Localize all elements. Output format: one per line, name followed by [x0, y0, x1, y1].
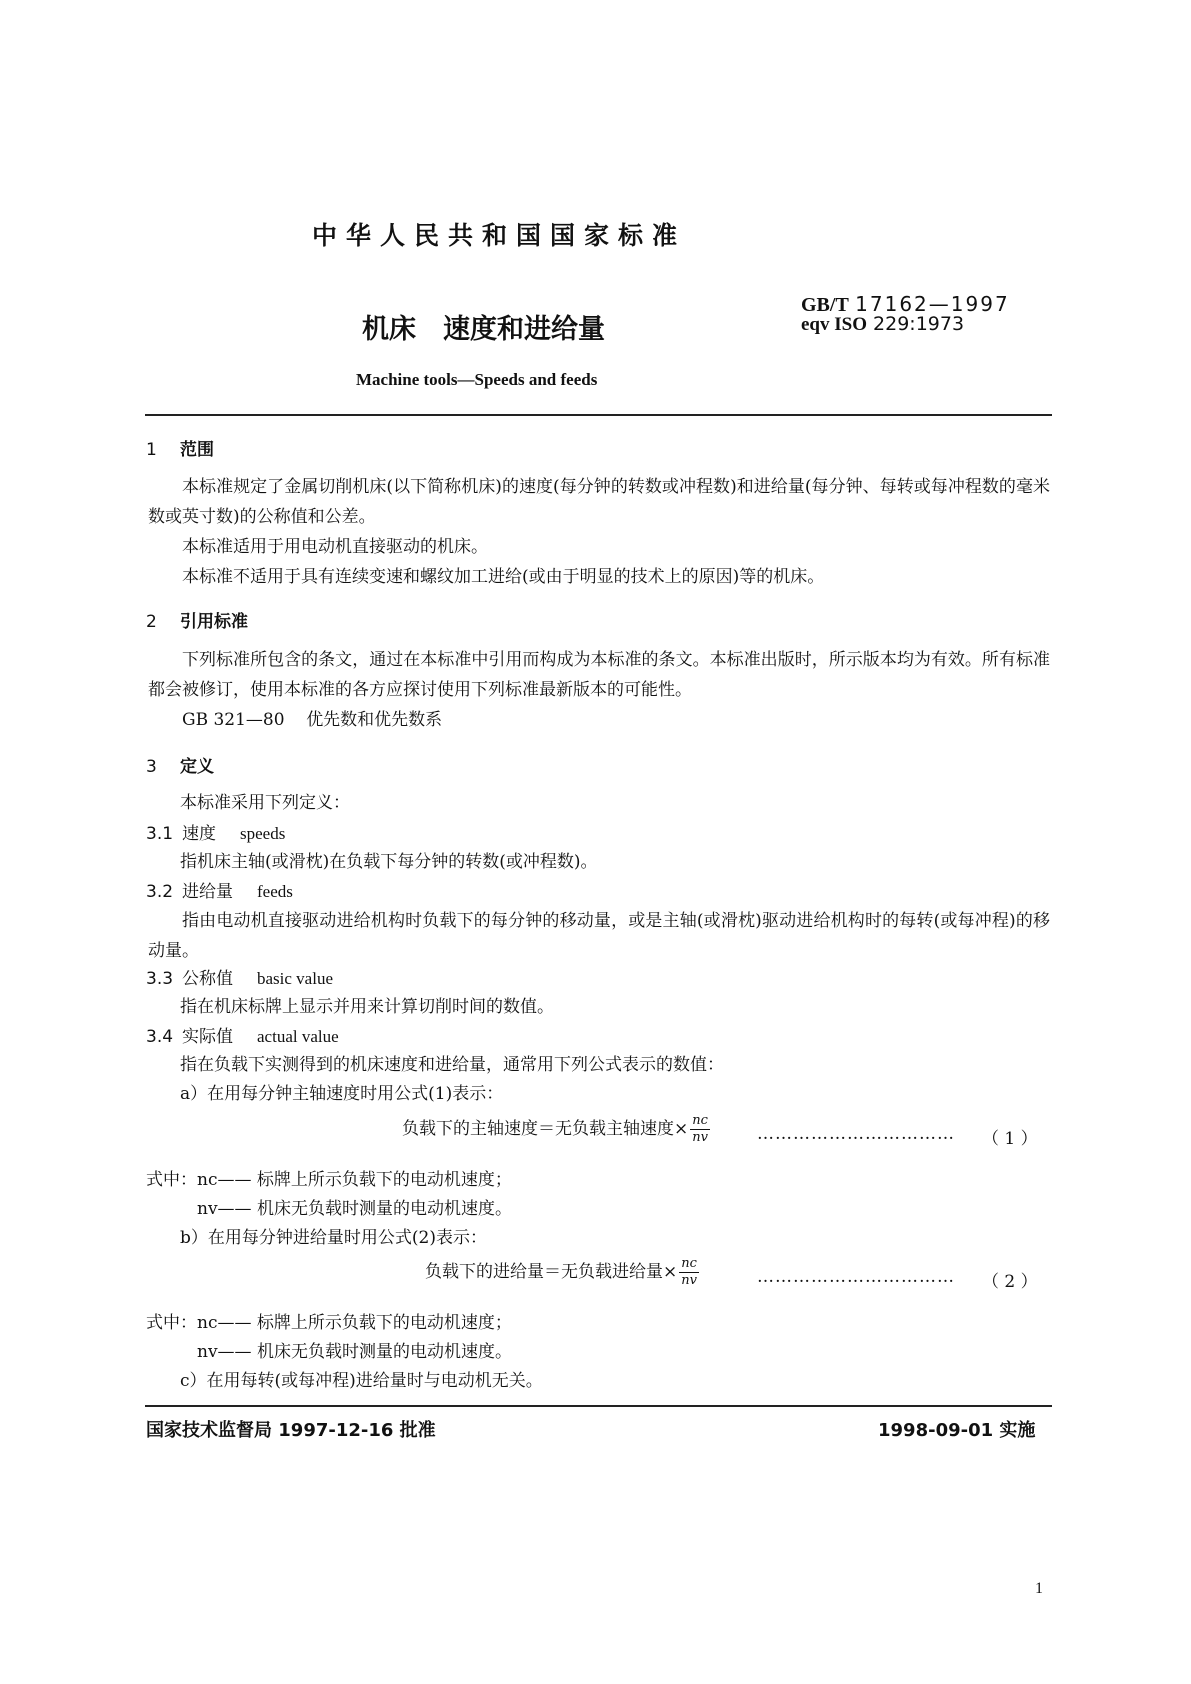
standard-code-number: 17162—1997 [855, 292, 1010, 316]
paragraph: 本标准不适用于具有连续变速和螺纹加工进给(或由于明显的技术上的原因)等的机床。 [182, 567, 825, 587]
definition-number: 3.3 [146, 969, 174, 989]
definition-term-zh: 速度 [182, 824, 216, 844]
definition-term-zh: 公称值 [182, 969, 233, 989]
formula-leader-dots: …………………………… [757, 1124, 955, 1144]
standard-code-prefix: GB/T [801, 294, 849, 316]
section-number: 2 [146, 612, 157, 632]
formula-expression: 负载下的主轴速度＝无负载主轴速度× [402, 1119, 689, 1139]
reference-title: 优先数和优先数系 [306, 710, 443, 730]
definition-term-en: basic value [257, 969, 333, 988]
document-title-zh: 机床 速度和进给量 [362, 314, 605, 345]
definition-number: 3.4 [146, 1027, 174, 1047]
definition-3-2-text: 指由电动机直接驱动进给机构时负载下的每分钟的移动量，或是主轴(或滑枕)驱动进给机构时的每转(或每冲程)的移动量。 [148, 911, 1050, 961]
definition-3-3 [146, 964, 333, 994]
section-number: 3 [146, 757, 157, 777]
fraction-numerator: nc [692, 1113, 708, 1128]
reference-code: GB 321—80 [182, 710, 285, 730]
definition-3-4 [146, 1022, 339, 1052]
fraction [679, 1256, 699, 1289]
list-item-b: b）在用每分钟进给量时用公式(2)表示： [180, 1228, 487, 1248]
equivalent-standard [801, 313, 964, 336]
fraction-numerator: nc [681, 1256, 697, 1271]
implementation-date: 1998-09-01 实施 [878, 1420, 1036, 1441]
definition-term-zh: 进给量 [182, 882, 233, 902]
formula-leader-dots: …………………………… [757, 1267, 955, 1287]
paragraph: 下列标准所包含的条文，通过在本标准中引用而构成为本标准的条文。本标准出版时，所示版本均为有效。所有标准都会被修订，使用本标准的各方应探讨使用下列标准最新版本的可能性。 [148, 650, 1050, 700]
definition-number: 3.2 [146, 882, 174, 902]
eqv-prefix: eqv ISO [801, 314, 867, 335]
formula-number: （ 1 ） [982, 1129, 1038, 1149]
definition-term-zh: 实际值 [182, 1027, 233, 1047]
formula-number: （ 2 ） [982, 1272, 1038, 1292]
page-number: 1 [1035, 1580, 1043, 1597]
variable-definition: nv—— 机床无负载时测量的电动机速度。 [197, 1342, 512, 1362]
paragraph: 本标准规定了金属切削机床(以下简称机床)的速度(每分钟的转数或冲程数)和进给量(每分钟、每转或每冲程数的毫米数或英寸数)的公称值和公差。 [148, 477, 1050, 527]
where-prefix: 式中： [146, 1170, 197, 1190]
section-3-heading [146, 752, 214, 777]
list-item-c: c）在用每转(或每冲程)进给量时与电动机无关。 [180, 1371, 543, 1391]
variable-definition: nc—— 标牌上所示负载下的电动机速度； [197, 1170, 512, 1190]
fraction-denominator: nv [692, 1130, 708, 1145]
where-prefix: 式中： [146, 1313, 197, 1333]
definition-3-4-text: 指在负载下实测得到的机床速度和进给量，通常用下列公式表示的数值： [180, 1055, 724, 1075]
where-block-1 [146, 1166, 512, 1195]
definition-3-2 [146, 877, 293, 907]
national-standard-heading: 中华人民共和国国家标准 [312, 221, 687, 250]
document-title-en: Machine tools—Speeds and feeds [356, 370, 598, 389]
section-1-heading [146, 435, 214, 460]
formula-2 [425, 1256, 701, 1289]
reference-entry [148, 705, 1050, 735]
variable-definition: nc—— 标牌上所示负载下的电动机速度； [197, 1313, 512, 1333]
section-1-body [148, 472, 1050, 592]
definition-3-1 [146, 819, 285, 849]
paragraph: 本标准适用于用电动机直接驱动的机床。 [182, 537, 488, 557]
list-item-a: a）在用每分钟主轴速度时用公式(1)表示： [180, 1084, 504, 1104]
footer-divider [145, 1405, 1052, 1407]
definition-3-3-text: 指在机床标牌上显示并用来计算切削时间的数值。 [180, 997, 554, 1017]
section-2-body [148, 645, 1050, 735]
formula-expression: 负载下的进给量＝无负载进给量× [425, 1262, 678, 1282]
variable-definition: nv—— 机床无负载时测量的电动机速度。 [197, 1199, 512, 1219]
section-2-heading [146, 607, 248, 632]
definition-3-1-text: 指机床主轴(或滑枕)在负载下每分钟的转数(或冲程数)。 [180, 852, 598, 872]
definition-3-2-body [148, 906, 1050, 966]
definition-term-en: actual value [257, 1027, 339, 1046]
formula-1 [402, 1113, 712, 1146]
fraction-denominator: nv [681, 1273, 697, 1288]
eqv-number: 229:1973 [873, 313, 965, 335]
section-title: 定义 [180, 757, 214, 777]
approval-info: 国家技术监督局 1997-12-16 批准 [146, 1420, 436, 1441]
where-block-2 [146, 1309, 512, 1338]
section-title: 范围 [180, 440, 214, 460]
section-3-intro: 本标准采用下列定义： [180, 793, 350, 813]
section-number: 1 [146, 440, 157, 460]
fraction [690, 1113, 710, 1146]
definition-term-en: feeds [257, 882, 293, 901]
definition-number: 3.1 [146, 824, 174, 844]
section-title: 引用标准 [180, 612, 248, 632]
definition-term-en: speeds [240, 824, 286, 843]
header-divider [145, 414, 1052, 416]
